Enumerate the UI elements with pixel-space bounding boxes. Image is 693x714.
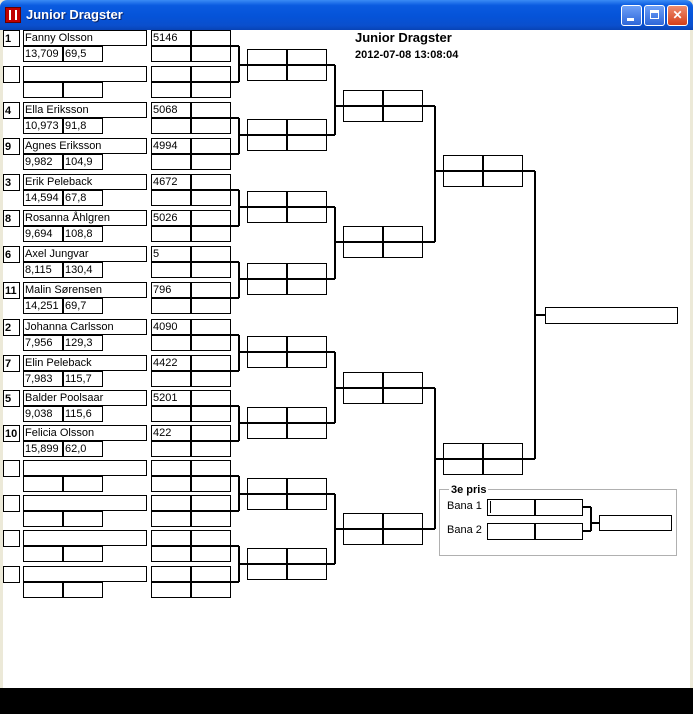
entrant-name[interactable] xyxy=(23,66,147,82)
entrant-extra[interactable] xyxy=(191,30,231,46)
round2-cell[interactable] xyxy=(287,564,327,580)
quarterfinal-cell[interactable] xyxy=(383,90,423,106)
bracket-area xyxy=(3,30,690,688)
window-title: Junior Dragster xyxy=(26,7,123,22)
round2-cell[interactable] xyxy=(247,352,287,368)
entrant-result-2[interactable] xyxy=(191,298,231,314)
entrant-name[interactable]: Agnes Eriksson xyxy=(23,138,147,154)
quarterfinal-cell[interactable] xyxy=(343,106,383,122)
quarterfinal-cell[interactable] xyxy=(383,529,423,545)
quarterfinal-cell[interactable] xyxy=(343,242,383,258)
seed-cell[interactable]: 7 xyxy=(3,355,20,372)
entrant-number[interactable]: 796 xyxy=(151,282,191,298)
round2-cell[interactable] xyxy=(287,49,327,65)
entrant-name[interactable]: Malin Sørensen xyxy=(23,282,147,298)
lane-1-label: Bana 1 xyxy=(447,500,482,512)
entrant-extra[interactable] xyxy=(191,495,231,511)
entrant-speed[interactable] xyxy=(63,476,103,492)
entrant-number[interactable] xyxy=(151,566,191,582)
entrant-result-2[interactable] xyxy=(191,511,231,527)
round2-cell[interactable] xyxy=(287,478,327,494)
semifinal-cell[interactable] xyxy=(483,459,523,475)
entrant-name[interactable] xyxy=(23,566,147,582)
round2-cell[interactable] xyxy=(287,207,327,223)
entrant-result[interactable] xyxy=(151,335,191,351)
quarterfinal-cell[interactable] xyxy=(383,242,423,258)
entrant-result-2[interactable] xyxy=(191,46,231,62)
third-lane1-cell-2[interactable] xyxy=(535,499,583,516)
entrant-speed[interactable]: 62,0 xyxy=(63,441,103,457)
entrant-number[interactable]: 5201 xyxy=(151,390,191,406)
entrant-result-2[interactable] xyxy=(191,154,231,170)
entrant-speed[interactable]: 91,8 xyxy=(63,118,103,134)
seed-cell[interactable] xyxy=(3,460,20,477)
page-datetime: 2012-07-08 13:08:04 xyxy=(355,49,459,61)
round2-cell[interactable] xyxy=(287,65,327,81)
entrant-extra[interactable] xyxy=(191,174,231,190)
text-caret xyxy=(490,501,491,513)
entrant-result[interactable] xyxy=(151,190,191,206)
entrant-result[interactable] xyxy=(151,298,191,314)
round2-cell[interactable] xyxy=(287,191,327,207)
round2-cell[interactable] xyxy=(247,119,287,135)
round2-cell[interactable] xyxy=(247,548,287,564)
entrant-result[interactable] xyxy=(151,82,191,98)
entrant-name[interactable] xyxy=(23,460,147,476)
entrant-result[interactable] xyxy=(151,441,191,457)
round2-cell[interactable] xyxy=(287,119,327,135)
entrant-result[interactable] xyxy=(151,511,191,527)
round2-cell[interactable] xyxy=(287,135,327,151)
round2-cell[interactable] xyxy=(247,207,287,223)
entrant-name[interactable]: Axel Jungvar xyxy=(23,246,147,262)
entrant-result[interactable] xyxy=(151,46,191,62)
entrant-number[interactable]: 4422 xyxy=(151,355,191,371)
entrant-extra[interactable] xyxy=(191,102,231,118)
third-winner-box[interactable] xyxy=(599,515,672,531)
round2-cell[interactable] xyxy=(247,263,287,279)
round2-cell[interactable] xyxy=(287,263,327,279)
entrant-extra[interactable] xyxy=(191,282,231,298)
entrant-time[interactable]: 10,973 xyxy=(23,118,63,134)
entrant-speed[interactable]: 104,9 xyxy=(63,154,103,170)
minimize-button[interactable] xyxy=(621,5,642,26)
entrant-speed[interactable]: 108,8 xyxy=(63,226,103,242)
entrant-speed[interactable]: 129,3 xyxy=(63,335,103,351)
entrant-name[interactable]: Rosanna Åhlgren xyxy=(23,210,147,226)
entrant-extra[interactable] xyxy=(191,355,231,371)
round2-cell[interactable] xyxy=(287,494,327,510)
round2-cell[interactable] xyxy=(287,352,327,368)
seed-cell[interactable] xyxy=(3,495,20,512)
seed-cell[interactable]: 1 xyxy=(3,30,20,47)
round2-cell[interactable] xyxy=(247,49,287,65)
entrant-result-2[interactable] xyxy=(191,476,231,492)
entrant-name[interactable]: Johanna Carlsson xyxy=(23,319,147,335)
quarterfinal-cell[interactable] xyxy=(343,529,383,545)
third-lane2-cell[interactable] xyxy=(487,523,535,540)
quarterfinal-cell[interactable] xyxy=(343,226,383,242)
seed-cell[interactable]: 5 xyxy=(3,390,20,407)
entrant-result-2[interactable] xyxy=(191,190,231,206)
entrant-speed[interactable]: 69,7 xyxy=(63,298,103,314)
entrant-result[interactable] xyxy=(151,406,191,422)
quarterfinal-cell[interactable] xyxy=(383,226,423,242)
entrant-speed[interactable]: 67,8 xyxy=(63,190,103,206)
entrant-extra[interactable] xyxy=(191,566,231,582)
round2-cell[interactable] xyxy=(247,65,287,81)
entrant-result-2[interactable] xyxy=(191,82,231,98)
third-lane1-cell[interactable] xyxy=(487,499,535,516)
semifinal-cell[interactable] xyxy=(483,171,523,187)
seed-cell[interactable]: 11 xyxy=(3,282,20,299)
entrant-speed[interactable]: 115,6 xyxy=(63,406,103,422)
seed-cell[interactable] xyxy=(3,530,20,547)
entrant-result-2[interactable] xyxy=(191,262,231,278)
entrant-number[interactable]: 5 xyxy=(151,246,191,262)
entrant-number[interactable]: 5026 xyxy=(151,210,191,226)
entrant-number[interactable] xyxy=(151,530,191,546)
round2-cell[interactable] xyxy=(247,423,287,439)
entrant-time[interactable]: 9,694 xyxy=(23,226,63,242)
entrant-result[interactable] xyxy=(151,154,191,170)
round2-cell[interactable] xyxy=(247,407,287,423)
title-bar[interactable] xyxy=(0,0,693,30)
seed-cell[interactable]: 2 xyxy=(3,319,20,336)
maximize-button[interactable] xyxy=(644,5,665,26)
entrant-result[interactable] xyxy=(151,226,191,242)
entrant-speed[interactable] xyxy=(63,582,103,598)
entrant-name[interactable]: Ella Eriksson xyxy=(23,102,147,118)
entrant-result-2[interactable] xyxy=(191,406,231,422)
lane-2-label: Bana 2 xyxy=(447,524,482,536)
quarterfinal-cell[interactable] xyxy=(383,513,423,529)
entrant-name[interactable]: Balder Poolsaar xyxy=(23,390,147,406)
entrant-result[interactable] xyxy=(151,118,191,134)
round2-cell[interactable] xyxy=(247,478,287,494)
entrant-result-2[interactable] xyxy=(191,335,231,351)
seed-cell[interactable]: 9 xyxy=(3,138,20,155)
entrant-time[interactable]: 9,982 xyxy=(23,154,63,170)
entrant-result-2[interactable] xyxy=(191,582,231,598)
entrant-number[interactable] xyxy=(151,66,191,82)
entrant-result[interactable] xyxy=(151,546,191,562)
round2-cell[interactable] xyxy=(247,135,287,151)
entrant-extra[interactable] xyxy=(191,210,231,226)
seed-cell[interactable]: 10 xyxy=(3,425,20,442)
entrant-speed[interactable]: 130,4 xyxy=(63,262,103,278)
round2-cell[interactable] xyxy=(247,494,287,510)
semifinal-cell[interactable] xyxy=(443,155,483,171)
quarterfinal-cell[interactable] xyxy=(383,388,423,404)
entrant-time[interactable]: 13,709 xyxy=(23,46,63,62)
semifinal-cell[interactable] xyxy=(443,171,483,187)
quarterfinal-cell[interactable] xyxy=(383,106,423,122)
entrant-speed[interactable] xyxy=(63,511,103,527)
entrant-result-2[interactable] xyxy=(191,441,231,457)
round2-cell[interactable] xyxy=(287,548,327,564)
third-place-label: 3e pris xyxy=(451,484,487,496)
entrant-result-2[interactable] xyxy=(191,371,231,387)
entrant-number[interactable]: 5068 xyxy=(151,102,191,118)
entrant-speed[interactable]: 69,5 xyxy=(63,46,103,62)
round2-cell[interactable] xyxy=(247,191,287,207)
entrant-time[interactable]: 7,956 xyxy=(23,335,63,351)
entrant-name[interactable] xyxy=(23,495,147,511)
semifinal-cell[interactable] xyxy=(483,443,523,459)
entrant-result[interactable] xyxy=(151,476,191,492)
entrant-name[interactable]: Felicia Olsson xyxy=(23,425,147,441)
quarterfinal-cell[interactable] xyxy=(343,90,383,106)
entrant-time[interactable]: 14,251 xyxy=(23,298,63,314)
app-icon xyxy=(5,7,21,23)
entrant-extra[interactable] xyxy=(191,66,231,82)
seed-cell[interactable]: 4 xyxy=(3,102,20,119)
entrant-time[interactable] xyxy=(23,582,63,598)
semifinal-cell[interactable] xyxy=(443,443,483,459)
entrant-time[interactable] xyxy=(23,511,63,527)
entrant-extra[interactable] xyxy=(191,390,231,406)
entrant-result[interactable] xyxy=(151,582,191,598)
entrant-extra[interactable] xyxy=(191,425,231,441)
round2-cell[interactable] xyxy=(247,279,287,295)
entrant-time[interactable] xyxy=(23,546,63,562)
round2-cell[interactable] xyxy=(247,336,287,352)
entrant-name[interactable] xyxy=(23,530,147,546)
close-button[interactable]: ✕ xyxy=(667,5,688,26)
round2-cell[interactable] xyxy=(287,423,327,439)
entrant-extra[interactable] xyxy=(191,246,231,262)
entrant-number[interactable]: 5146 xyxy=(151,30,191,46)
entrant-result-2[interactable] xyxy=(191,118,231,134)
round2-cell[interactable] xyxy=(287,336,327,352)
entrant-time[interactable] xyxy=(23,476,63,492)
entrant-result[interactable] xyxy=(151,371,191,387)
entrant-time[interactable] xyxy=(23,82,63,98)
entrant-number[interactable] xyxy=(151,495,191,511)
entrant-extra[interactable] xyxy=(191,460,231,476)
seed-cell[interactable]: 6 xyxy=(3,246,20,263)
seed-cell[interactable] xyxy=(3,66,20,83)
seed-cell[interactable]: 3 xyxy=(3,174,20,191)
third-lane2-cell-2[interactable] xyxy=(535,523,583,540)
final-winner-box[interactable] xyxy=(545,307,678,324)
entrant-number[interactable]: 4090 xyxy=(151,319,191,335)
entrant-time[interactable]: 14,594 xyxy=(23,190,63,206)
round2-cell[interactable] xyxy=(247,564,287,580)
entrant-time[interactable]: 8,115 xyxy=(23,262,63,278)
entrant-speed[interactable] xyxy=(63,82,103,98)
quarterfinal-cell[interactable] xyxy=(343,513,383,529)
seed-cell[interactable]: 8 xyxy=(3,210,20,227)
entrant-result-2[interactable] xyxy=(191,226,231,242)
entrant-time[interactable]: 9,038 xyxy=(23,406,63,422)
quarterfinal-cell[interactable] xyxy=(343,388,383,404)
quarterfinal-cell[interactable] xyxy=(383,372,423,388)
entrant-number[interactable] xyxy=(151,460,191,476)
semifinal-cell[interactable] xyxy=(443,459,483,475)
entrant-result[interactable] xyxy=(151,262,191,278)
entrant-extra[interactable] xyxy=(191,319,231,335)
entrant-time[interactable]: 15,899 xyxy=(23,441,63,457)
entrant-name[interactable]: Fanny Olsson xyxy=(23,30,147,46)
entrant-name[interactable]: Erik Peleback xyxy=(23,174,147,190)
entrant-name[interactable]: Elin Peleback xyxy=(23,355,147,371)
page-title: Junior Dragster xyxy=(355,30,452,45)
entrant-result-2[interactable] xyxy=(191,546,231,562)
round2-cell[interactable] xyxy=(287,407,327,423)
entrant-speed[interactable]: 115,7 xyxy=(63,371,103,387)
entrant-speed[interactable] xyxy=(63,546,103,562)
round2-cell[interactable] xyxy=(287,279,327,295)
quarterfinal-cell[interactable] xyxy=(343,372,383,388)
entrant-number[interactable]: 422 xyxy=(151,425,191,441)
entrant-time[interactable]: 7,983 xyxy=(23,371,63,387)
semifinal-cell[interactable] xyxy=(483,155,523,171)
entrant-extra[interactable] xyxy=(191,530,231,546)
entrant-extra[interactable] xyxy=(191,138,231,154)
entrant-number[interactable]: 4672 xyxy=(151,174,191,190)
entrant-number[interactable]: 4994 xyxy=(151,138,191,154)
seed-cell[interactable] xyxy=(3,566,20,583)
